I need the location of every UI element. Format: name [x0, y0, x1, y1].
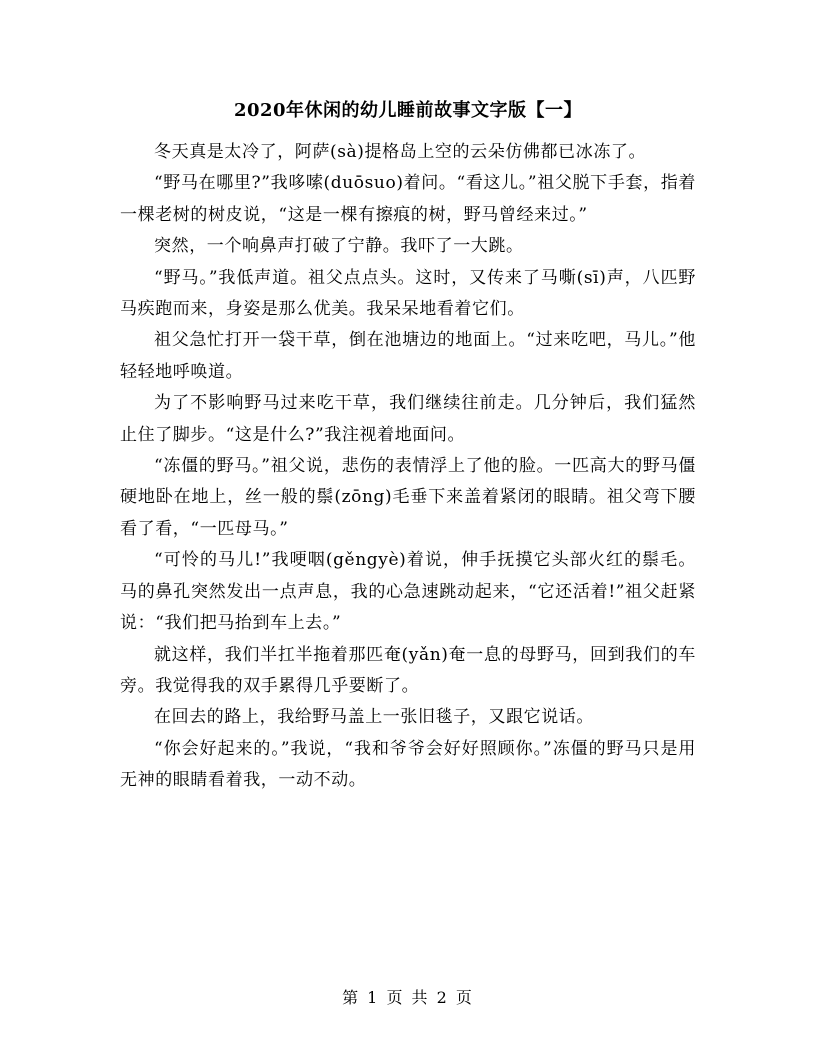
paragraph: 冬天真是太冷了，阿萨(sà)提格岛上空的云朵仿佛都已冰冻了。 [154, 142, 647, 162]
paragraph: “野马。”我低声道。祖父点点头。这时，又传来了马嘶(sī)声，八匹野马疾跑而来，身姿是那么优美。我呆呆地看着它们。 [120, 267, 696, 320]
page-title: 2020年休闲的幼儿睡前故事文字版【一】 [233, 100, 583, 121]
paragraph: “你会好起来的。”我说，“我和爷爷会好好照顾你。”冻僵的野马只是用无神的眼睛看着我，一动不动。 [120, 738, 696, 791]
paragraph: “冻僵的野马。”祖父说，悲伤的表情浮上了他的脸。一匹高大的野马僵硬地卧在地上，丝一般的鬃(zōng)毛垂下来盖着紧闭的眼睛。祖父弯下腰看了看，“一匹母马。” [120, 456, 696, 539]
paragraph: 在回去的路上，我给野马盖上一张旧毯子，又跟它说话。 [154, 707, 594, 728]
paragraph: 祖父急忙打开一袋干草，倒在池塘边的地面上。“过来吃吧，马儿。”他轻轻地呼唤道。 [120, 330, 696, 382]
page-number-footer: 第 1 页 共 2 页 [342, 988, 474, 1007]
paragraph: 就这样，我们半扛半拖着那匹奄(yǎn)奄一息的母野马，回到我们的车旁。我觉得我的双手累得几乎要断了。 [120, 644, 696, 696]
paragraph: 突然，一个响鼻声打破了宁静。我吓了一大跳。 [154, 236, 524, 257]
paragraph: “可怜的马儿!”我哽咽(gěngyè)着说，伸手抚摸它头部火红的鬃毛。马的鼻孔突然发出一点声息，我的心急速跳动起来，“它还活着!”祖父赶紧说：“我们把马抬到车上去。” [120, 550, 696, 634]
paragraph: “野马在哪里?”我哆嗦(duōsuo)着问。“看这儿。”祖父脱下手套，指着一棵老树的树皮说，“这是一棵有擦痕的树，野马曾经来过。” [120, 173, 696, 225]
paragraph: 为了不影响野马过来吃干草，我们继续往前走。几分钟后，我们猛然止住了脚步。“这是什么?”我注视着地面问。 [120, 393, 696, 445]
story-body [120, 137, 696, 797]
